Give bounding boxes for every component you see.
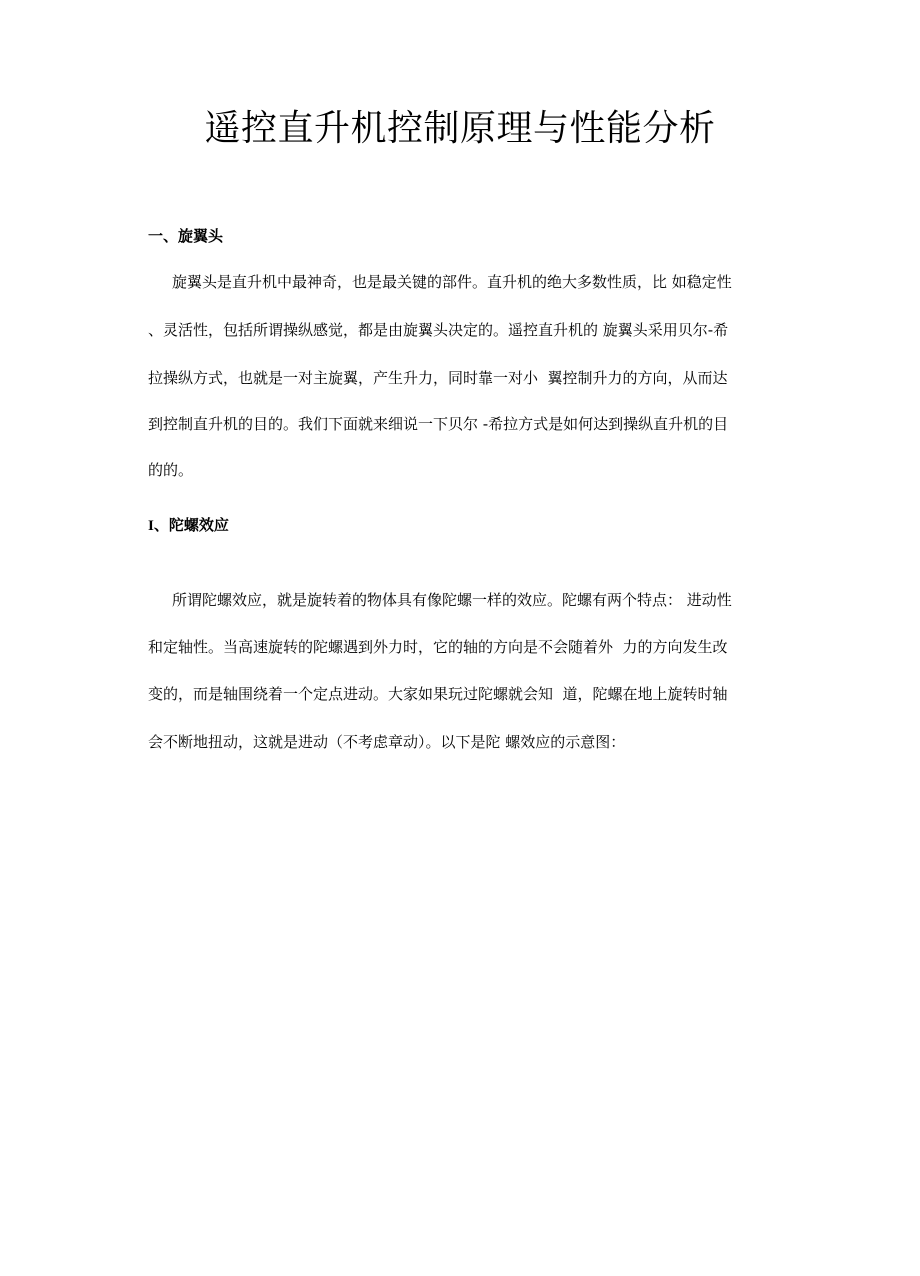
document-title: 遥控直升机控制原理与性能分析	[204, 108, 716, 149]
section-heading-rotor-head: 一、旋翼头	[148, 227, 224, 245]
paragraph-line: 旋翼头是直升机中最神奇，也是最关键的部件。直升机的绝大多数性质，比 如稳定性	[172, 273, 732, 291]
paragraph-line: 会不断地扭动，这就是进动（不考虑章动）。以下是陀 螺效应的示意图：	[148, 733, 626, 751]
paragraph-line: 变的，而是轴围绕着一个定点进动。大家如果玩过陀螺就会知 道，陀螺在地上旋转时轴	[148, 685, 728, 703]
paragraph-line: 拉操纵方式，也就是一对主旋翼，产生升力，同时靠一对小 翼控制升力的方向，从而达	[148, 369, 728, 387]
heading-numeral: I	[148, 518, 154, 534]
paragraph-line: 的的。	[148, 461, 194, 479]
section-heading-gyro-effect	[148, 515, 229, 536]
paragraph-line: 、灵活性，包括所谓操纵感觉，都是由旋翼头决定的。遥控直升机的 旋翼头采用贝尔-希	[148, 321, 729, 339]
paragraph-line: 所谓陀螺效应，就是旋转着的物体具有像陀螺一样的效应。陀螺有两个特点： 进动性	[172, 591, 732, 609]
paragraph-line: 到控制直升机的目的。我们下面就来细说一下贝尔 -希拉方式是如何达到操纵直升机的目	[148, 415, 729, 433]
paragraph-line: 和定轴性。当高速旋转的陀螺遇到外力时，它的轴的方向是不会随着外 力的方向发生改	[148, 638, 728, 656]
heading-text: 、陀螺效应	[153, 516, 229, 534]
